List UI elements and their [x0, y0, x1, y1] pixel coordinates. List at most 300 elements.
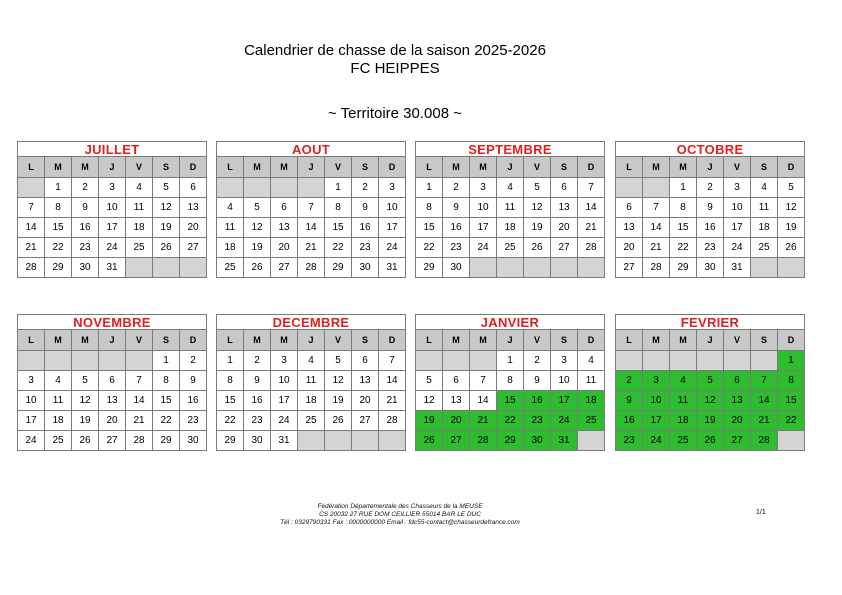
day-cell: 2	[616, 371, 643, 391]
weekday-header: V	[325, 157, 352, 178]
weekday-header: D	[379, 330, 406, 351]
day-cell: 28	[751, 431, 778, 451]
day-cell: 5	[325, 351, 352, 371]
weekday-header: J	[497, 157, 524, 178]
day-cell: 18	[126, 218, 153, 238]
day-cell: 20	[551, 218, 578, 238]
empty-day-cell	[18, 178, 45, 198]
empty-day-cell	[578, 431, 605, 451]
empty-day-cell	[18, 351, 45, 371]
day-cell: 22	[325, 238, 352, 258]
weekday-header: L	[616, 157, 643, 178]
week-row	[416, 391, 605, 411]
week-row	[217, 411, 406, 431]
day-cell: 20	[724, 411, 751, 431]
day-cell: 3	[551, 351, 578, 371]
day-cell: 28	[643, 258, 670, 278]
day-cell: 4	[751, 178, 778, 198]
day-cell: 31	[379, 258, 406, 278]
week-row	[18, 178, 207, 198]
day-cell: 13	[352, 371, 379, 391]
week-row	[416, 258, 605, 278]
day-cell: 19	[524, 218, 551, 238]
territory-label: ~ Territoire 30.008 ~	[328, 105, 462, 122]
weekday-header: V	[724, 330, 751, 351]
empty-day-cell	[470, 258, 497, 278]
weekday-header: M	[443, 330, 470, 351]
day-cell: 25	[45, 431, 72, 451]
week-row	[18, 351, 207, 371]
week-row	[18, 371, 207, 391]
week-row	[416, 218, 605, 238]
day-cell: 10	[271, 371, 298, 391]
weekday-header: S	[551, 157, 578, 178]
day-cell: 1	[670, 178, 697, 198]
weekday-header: M	[670, 157, 697, 178]
day-cell: 2	[443, 178, 470, 198]
day-cell: 26	[325, 411, 352, 431]
day-cell: 1	[153, 351, 180, 371]
weekday-header: L	[217, 330, 244, 351]
day-cell: 9	[352, 198, 379, 218]
day-cell: 29	[153, 431, 180, 451]
week-row	[616, 391, 805, 411]
month-calendar	[415, 314, 605, 451]
day-cell: 16	[352, 218, 379, 238]
day-cell: 28	[18, 258, 45, 278]
day-cell: 17	[379, 218, 406, 238]
footer-address: CS 20032 27 RUE DOM CEILLIER 55014 BAR LE DUC	[319, 511, 481, 518]
empty-day-cell	[244, 178, 271, 198]
day-cell: 23	[180, 411, 207, 431]
calendar-title: Calendrier de chasse de la saison 2025-2026	[244, 42, 546, 59]
day-cell: 8	[497, 371, 524, 391]
day-cell: 28	[470, 431, 497, 451]
empty-day-cell	[670, 351, 697, 371]
weekday-header: M	[72, 157, 99, 178]
week-row	[616, 411, 805, 431]
day-cell: 12	[416, 391, 443, 411]
day-cell: 11	[751, 198, 778, 218]
day-cell: 15	[670, 218, 697, 238]
week-row	[217, 198, 406, 218]
day-cell: 8	[217, 371, 244, 391]
week-row	[217, 238, 406, 258]
empty-day-cell	[217, 178, 244, 198]
day-cell: 9	[180, 371, 207, 391]
day-cell: 1	[217, 351, 244, 371]
day-cell: 21	[18, 238, 45, 258]
weekday-header: M	[45, 330, 72, 351]
empty-day-cell	[271, 178, 298, 198]
day-cell: 29	[497, 431, 524, 451]
weekday-header: L	[18, 157, 45, 178]
empty-day-cell	[298, 178, 325, 198]
day-cell: 23	[697, 238, 724, 258]
day-cell: 30	[180, 431, 207, 451]
day-cell: 18	[751, 218, 778, 238]
day-cell: 1	[778, 351, 805, 371]
day-cell: 17	[470, 218, 497, 238]
week-row	[18, 258, 207, 278]
week-row	[616, 218, 805, 238]
day-cell: 14	[470, 391, 497, 411]
day-cell: 5	[153, 178, 180, 198]
day-cell: 29	[217, 431, 244, 451]
week-row	[416, 198, 605, 218]
empty-day-cell	[180, 258, 207, 278]
day-cell: 21	[578, 218, 605, 238]
month-calendar	[615, 141, 805, 278]
day-cell: 25	[578, 411, 605, 431]
week-row	[616, 178, 805, 198]
day-cell: 8	[153, 371, 180, 391]
day-cell: 17	[18, 411, 45, 431]
week-row	[416, 351, 605, 371]
day-cell: 12	[72, 391, 99, 411]
month-calendar	[415, 141, 605, 278]
weekday-header: M	[643, 330, 670, 351]
day-cell: 19	[697, 411, 724, 431]
day-cell: 30	[72, 258, 99, 278]
day-cell: 10	[551, 371, 578, 391]
day-cell: 22	[416, 238, 443, 258]
weekday-header: J	[298, 157, 325, 178]
day-cell: 22	[217, 411, 244, 431]
weekday-header: J	[99, 157, 126, 178]
day-cell: 24	[18, 431, 45, 451]
day-cell: 6	[352, 351, 379, 371]
day-cell: 14	[643, 218, 670, 238]
day-cell: 7	[643, 198, 670, 218]
weekday-header: L	[18, 330, 45, 351]
empty-day-cell	[126, 351, 153, 371]
day-cell: 2	[524, 351, 551, 371]
weekday-header: D	[578, 157, 605, 178]
day-cell: 4	[670, 371, 697, 391]
day-cell: 15	[217, 391, 244, 411]
day-cell: 31	[724, 258, 751, 278]
weekday-header: J	[697, 157, 724, 178]
empty-day-cell	[578, 258, 605, 278]
weekday-header: L	[416, 330, 443, 351]
day-cell: 18	[217, 238, 244, 258]
day-cell: 4	[578, 351, 605, 371]
day-cell: 21	[751, 411, 778, 431]
empty-day-cell	[616, 178, 643, 198]
weekday-header: S	[153, 157, 180, 178]
month-name: JUILLET	[18, 142, 207, 157]
week-row	[217, 391, 406, 411]
empty-day-cell	[126, 258, 153, 278]
month-calendar	[615, 314, 805, 451]
day-cell: 2	[244, 351, 271, 371]
day-cell: 15	[497, 391, 524, 411]
month-calendar	[17, 314, 207, 451]
day-cell: 31	[551, 431, 578, 451]
day-cell: 6	[180, 178, 207, 198]
day-cell: 15	[153, 391, 180, 411]
week-row	[416, 238, 605, 258]
day-cell: 15	[416, 218, 443, 238]
empty-day-cell	[643, 351, 670, 371]
day-cell: 2	[697, 178, 724, 198]
day-cell: 27	[551, 238, 578, 258]
day-cell: 18	[298, 391, 325, 411]
day-cell: 16	[72, 218, 99, 238]
day-cell: 29	[325, 258, 352, 278]
weekday-header: M	[271, 330, 298, 351]
day-cell: 6	[616, 198, 643, 218]
day-cell: 3	[379, 178, 406, 198]
day-cell: 25	[217, 258, 244, 278]
day-cell: 30	[443, 258, 470, 278]
day-cell: 7	[751, 371, 778, 391]
day-cell: 10	[99, 198, 126, 218]
day-cell: 31	[99, 258, 126, 278]
weekday-header: J	[497, 330, 524, 351]
day-cell: 24	[724, 238, 751, 258]
empty-day-cell	[352, 431, 379, 451]
day-cell: 5	[524, 178, 551, 198]
empty-day-cell	[697, 351, 724, 371]
day-cell: 9	[443, 198, 470, 218]
month-name: DECEMBRE	[217, 315, 406, 330]
empty-day-cell	[45, 351, 72, 371]
day-cell: 26	[72, 431, 99, 451]
day-cell: 23	[443, 238, 470, 258]
week-row	[18, 411, 207, 431]
day-cell: 8	[325, 198, 352, 218]
month-name: AOUT	[217, 142, 406, 157]
day-cell: 1	[416, 178, 443, 198]
day-cell: 28	[578, 238, 605, 258]
week-row	[416, 178, 605, 198]
day-cell: 18	[670, 411, 697, 431]
day-cell: 31	[271, 431, 298, 451]
day-cell: 11	[45, 391, 72, 411]
day-cell: 14	[379, 371, 406, 391]
day-cell: 27	[616, 258, 643, 278]
week-row	[616, 258, 805, 278]
day-cell: 16	[616, 411, 643, 431]
weekday-header: S	[551, 330, 578, 351]
day-cell: 8	[45, 198, 72, 218]
empty-day-cell	[497, 258, 524, 278]
day-cell: 14	[126, 391, 153, 411]
day-cell: 3	[643, 371, 670, 391]
day-cell: 19	[325, 391, 352, 411]
empty-day-cell	[72, 351, 99, 371]
week-row	[18, 431, 207, 451]
week-row	[616, 238, 805, 258]
weekday-header: M	[670, 330, 697, 351]
day-cell: 20	[99, 411, 126, 431]
day-cell: 23	[244, 411, 271, 431]
day-cell: 14	[298, 218, 325, 238]
weekday-header: J	[697, 330, 724, 351]
day-cell: 11	[217, 218, 244, 238]
day-cell: 21	[298, 238, 325, 258]
empty-day-cell	[379, 431, 406, 451]
empty-day-cell	[778, 431, 805, 451]
weekday-header: M	[244, 157, 271, 178]
empty-day-cell	[298, 431, 325, 451]
day-cell: 23	[72, 238, 99, 258]
day-cell: 5	[778, 178, 805, 198]
weekday-header: D	[180, 330, 207, 351]
day-cell: 3	[18, 371, 45, 391]
weekday-header: J	[99, 330, 126, 351]
day-cell: 3	[470, 178, 497, 198]
day-cell: 16	[443, 218, 470, 238]
weekday-header: D	[578, 330, 605, 351]
day-cell: 24	[551, 411, 578, 431]
day-cell: 6	[443, 371, 470, 391]
footer-contact: Tél : 0329790331 Fax : 0000000000 Email : fdc55-contact@chasseurdefrance.com	[280, 519, 520, 526]
day-cell: 30	[524, 431, 551, 451]
footer-federation: Fédération Départementale des Chasseurs de la MEUSE	[317, 503, 483, 510]
week-row	[18, 198, 207, 218]
day-cell: 28	[379, 411, 406, 431]
day-cell: 9	[524, 371, 551, 391]
day-cell: 9	[72, 198, 99, 218]
day-cell: 21	[126, 411, 153, 431]
day-cell: 8	[416, 198, 443, 218]
day-cell: 21	[379, 391, 406, 411]
weekday-header: V	[724, 157, 751, 178]
day-cell: 26	[153, 238, 180, 258]
day-cell: 10	[724, 198, 751, 218]
day-cell: 30	[352, 258, 379, 278]
day-cell: 27	[271, 258, 298, 278]
day-cell: 13	[271, 218, 298, 238]
day-cell: 3	[271, 351, 298, 371]
weekday-header: V	[524, 330, 551, 351]
day-cell: 11	[298, 371, 325, 391]
empty-day-cell	[778, 258, 805, 278]
day-cell: 1	[325, 178, 352, 198]
empty-day-cell	[325, 431, 352, 451]
week-row	[217, 431, 406, 451]
day-cell: 27	[352, 411, 379, 431]
day-cell: 20	[180, 218, 207, 238]
day-cell: 2	[72, 178, 99, 198]
day-cell: 23	[524, 411, 551, 431]
day-cell: 28	[126, 431, 153, 451]
week-row	[416, 371, 605, 391]
day-cell: 22	[778, 411, 805, 431]
day-cell: 14	[578, 198, 605, 218]
day-cell: 21	[643, 238, 670, 258]
month-name: JANVIER	[416, 315, 605, 330]
day-cell: 9	[244, 371, 271, 391]
day-cell: 4	[45, 371, 72, 391]
day-cell: 9	[697, 198, 724, 218]
day-cell: 21	[470, 411, 497, 431]
day-cell: 26	[697, 431, 724, 451]
day-cell: 24	[379, 238, 406, 258]
day-cell: 27	[724, 431, 751, 451]
day-cell: 7	[298, 198, 325, 218]
day-cell: 25	[670, 431, 697, 451]
week-row	[616, 371, 805, 391]
day-cell: 19	[416, 411, 443, 431]
day-cell: 14	[751, 391, 778, 411]
empty-day-cell	[99, 351, 126, 371]
day-cell: 12	[325, 371, 352, 391]
day-cell: 30	[697, 258, 724, 278]
empty-day-cell	[470, 351, 497, 371]
day-cell: 19	[244, 238, 271, 258]
weekday-header: M	[45, 157, 72, 178]
empty-day-cell	[551, 258, 578, 278]
month-name: NOVEMBRE	[18, 315, 207, 330]
empty-day-cell	[616, 351, 643, 371]
day-cell: 19	[72, 411, 99, 431]
day-cell: 26	[416, 431, 443, 451]
weekday-header: S	[751, 157, 778, 178]
weekday-header: S	[352, 330, 379, 351]
weekday-header: D	[778, 157, 805, 178]
day-cell: 8	[670, 198, 697, 218]
week-row	[217, 218, 406, 238]
empty-day-cell	[751, 351, 778, 371]
month-name: FEVRIER	[616, 315, 805, 330]
day-cell: 7	[379, 351, 406, 371]
day-cell: 25	[126, 238, 153, 258]
day-cell: 12	[153, 198, 180, 218]
day-cell: 1	[45, 178, 72, 198]
day-cell: 20	[271, 238, 298, 258]
week-row	[217, 178, 406, 198]
day-cell: 25	[298, 411, 325, 431]
day-cell: 13	[99, 391, 126, 411]
day-cell: 26	[778, 238, 805, 258]
day-cell: 3	[99, 178, 126, 198]
day-cell: 20	[616, 238, 643, 258]
empty-day-cell	[416, 351, 443, 371]
day-cell: 24	[271, 411, 298, 431]
day-cell: 13	[443, 391, 470, 411]
week-row	[416, 431, 605, 451]
day-cell: 28	[298, 258, 325, 278]
day-cell: 17	[551, 391, 578, 411]
day-cell: 22	[497, 411, 524, 431]
day-cell: 17	[99, 218, 126, 238]
day-cell: 16	[244, 391, 271, 411]
day-cell: 20	[443, 411, 470, 431]
day-cell: 27	[443, 431, 470, 451]
weekday-header: M	[72, 330, 99, 351]
day-cell: 4	[217, 198, 244, 218]
day-cell: 23	[352, 238, 379, 258]
day-cell: 24	[470, 238, 497, 258]
day-cell: 29	[416, 258, 443, 278]
day-cell: 16	[180, 391, 207, 411]
day-cell: 14	[18, 218, 45, 238]
day-cell: 7	[126, 371, 153, 391]
week-row	[217, 351, 406, 371]
empty-day-cell	[524, 258, 551, 278]
day-cell: 6	[271, 198, 298, 218]
day-cell: 17	[724, 218, 751, 238]
week-row	[217, 258, 406, 278]
weekday-header: M	[271, 157, 298, 178]
week-row	[18, 391, 207, 411]
day-cell: 6	[551, 178, 578, 198]
day-cell: 1	[497, 351, 524, 371]
